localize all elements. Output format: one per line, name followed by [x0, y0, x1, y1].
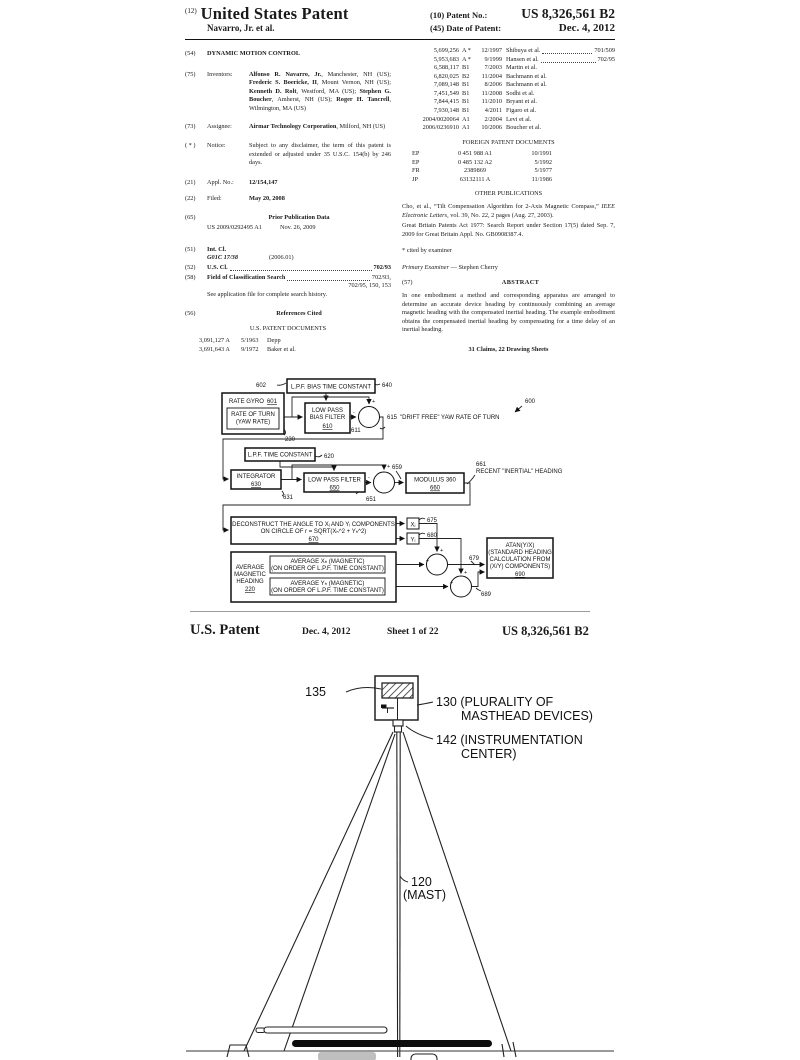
field-22: [185, 195, 391, 204]
prior-pub-title: Prior Publication Data: [268, 213, 330, 221]
ref-number: 3,691,643 A: [199, 345, 230, 353]
us-refs-list: [402, 47, 615, 133]
mast-fitting: [395, 726, 402, 732]
us-ref-row: [402, 64, 615, 73]
hull-detail: [411, 1054, 437, 1060]
ref-number: 7,451,549: [433, 89, 459, 97]
page-divider-rule: [190, 611, 590, 612]
filed-value: May 20, 2008: [249, 195, 285, 203]
right-column: [402, 45, 615, 355]
heading-calculation-flow-diagram: [180, 372, 620, 612]
foreign-number: 0 451 988 A1: [457, 150, 493, 158]
dotted-leader: [287, 274, 370, 281]
yaw-rate-label: (YAW RATE): [235, 419, 271, 426]
foreign-number: 0 485 132 A2: [457, 158, 493, 166]
ref-number: 2006/0236910: [422, 124, 459, 132]
ref-date: 11/2004: [481, 72, 502, 80]
us-ref-row: [402, 81, 615, 90]
ref-name: Martin et al.: [506, 64, 537, 72]
dotted-leader: [542, 47, 592, 54]
ref-610: 610: [322, 424, 333, 430]
field-57-num: (57): [402, 279, 413, 287]
filed-num: (22): [185, 195, 196, 203]
lpf-tc-label: L.P.F. TIME CONSTANT: [247, 452, 313, 459]
ref-651: 651: [366, 497, 377, 503]
field-51: [185, 246, 391, 255]
ref-date: 11/2008: [481, 89, 502, 97]
date-of-patent-value: Dec. 4, 2012: [558, 22, 615, 34]
foreign-date: 5/1992: [534, 158, 552, 166]
inventor-name: Roger H. Tancrell: [336, 96, 390, 104]
ref-630: 630: [250, 482, 262, 488]
inventor-name: Alfonso R. Navarro, Jr.: [249, 70, 322, 78]
instrumentation-center-box: [393, 720, 403, 726]
lpf-bias-tc-label: L.P.F. BIAS TIME CONSTANT: [290, 384, 372, 391]
inventors-value: [249, 71, 391, 114]
ref-name: Shibuya et al.: [506, 47, 541, 54]
ref-kind: B2: [462, 72, 470, 80]
page-title: United States Patent: [200, 4, 349, 23]
country-code: EP: [412, 158, 420, 166]
ref-kind: B1: [462, 89, 470, 97]
ref-135: 135: [305, 685, 326, 699]
patent-no-value: US 8,326,561 B2: [521, 6, 615, 21]
ref-name: Bachmann et al.: [506, 72, 547, 80]
foreign-date: 10/1991: [531, 150, 552, 158]
date-of-patent-label: (45) Date of Patent:: [430, 23, 502, 33]
appl-no-value: 12/154,147: [249, 178, 278, 186]
ref-kind: B1: [462, 81, 470, 89]
assignee-loc: , Milford, NH (US): [336, 123, 386, 131]
ref-date: 2/2004: [484, 115, 502, 123]
ref-number: 7,930,148: [433, 106, 459, 114]
us-ref-row: [402, 107, 615, 116]
field-21-num: (21): [185, 178, 196, 186]
inventor-party: Navarro, Jr. et al.: [207, 23, 275, 33]
atan-label1: ATAN(Y/X): [505, 543, 535, 549]
x-component-box-label: Xᵢ: [410, 522, 416, 529]
foreign-date: 11/1986: [531, 175, 552, 183]
boom: [264, 1027, 387, 1033]
us-ref-row: [402, 98, 615, 107]
ref-kind: A1: [462, 124, 470, 132]
avg-y-label2: (ON ORDER OF L.P.F. TIME CONSTANT): [271, 588, 384, 594]
publication-2: Great Britain Patents Act 1977: Search Report under Section 17(5) dated Sep. 7, 2009 for Great Britain Appl. No. GB0908387.4.: [402, 222, 615, 238]
avg-magnetic-label1: AVERAGE: [235, 565, 265, 571]
ref-number: 3,091,127 A: [199, 337, 230, 345]
ref-kind: B1: [462, 106, 470, 114]
int-cl-row: [185, 254, 391, 263]
plus-sign: +: [450, 580, 454, 586]
rate-of-turn-label: RATE OF TURN: [231, 412, 275, 418]
sheet-us-patent: U.S. Patent: [190, 622, 260, 638]
ref-date: 9/1972: [241, 345, 259, 353]
foreign-ref-row: [412, 150, 615, 159]
inventor-loc: , Amherst, NH (US);: [271, 96, 337, 104]
minus-sign: -: [368, 475, 370, 481]
claims-line: 31 Claims, 22 Drawing Sheets: [468, 345, 549, 353]
label-142-line1: 142 (INSTRUMENTATION: [436, 733, 583, 747]
patent-front-header: [185, 4, 615, 37]
dotted-leader: [230, 264, 372, 271]
ref-number: 7,089,148: [433, 81, 459, 89]
pub-text: , vol. 39, No. 22, 2 pages (Aug. 27, 2003).: [447, 211, 554, 219]
patent-no-label: (10) Patent No.:: [430, 10, 488, 20]
us-ref-row: [402, 73, 615, 82]
field-search-v1: 702/93,: [371, 273, 391, 281]
avg-magnetic-label3: HEADING: [236, 579, 264, 585]
foreign-number: 63132111 A: [459, 175, 491, 183]
inventor-name: Frederic S. Boericke, II: [249, 79, 317, 87]
ref-602: 602: [255, 383, 266, 389]
ref-name: Depp: [267, 337, 281, 345]
foreign-date: 5/1977: [534, 167, 552, 175]
inventor-name: Stephen G. Boucher: [249, 87, 391, 104]
ref-661: 661: [476, 462, 487, 468]
ref-date: 9/1999: [484, 55, 502, 63]
ref-date: 5/1963: [241, 337, 259, 345]
label-120-mast: (MAST): [403, 888, 447, 902]
field-51-num: (51): [185, 245, 196, 253]
assignee-value: [249, 123, 391, 132]
ref-name: Sodhi et al.: [506, 89, 535, 97]
inventor-loc: , Westford, MA (US);: [296, 87, 360, 95]
ref-number: 6,588,117: [434, 64, 459, 72]
ref-kind: A *: [462, 47, 471, 54]
ref-number: 6,820,025: [433, 72, 459, 80]
plus-sign: +: [426, 558, 430, 564]
ref-659: 659: [392, 465, 403, 471]
us-ref-row: [199, 346, 391, 355]
int-cl-version: (2006.01): [269, 254, 294, 262]
country-code: EP: [412, 150, 420, 158]
us-ref-row: [402, 124, 615, 133]
sheet-number: Sheet 1 of 22: [387, 627, 439, 637]
sheet-date: Dec. 4, 2012: [302, 627, 351, 637]
atan-label2: (STANDARD HEADING: [488, 550, 552, 556]
field-65: [185, 214, 391, 223]
ref-class: 702/95: [597, 55, 615, 63]
ref-number: 2004/0020064: [422, 115, 459, 123]
low-pass-filter-label: LOW PASS FILTER: [308, 477, 361, 484]
pub-journal: IEEE Electronic Letters: [402, 203, 615, 219]
mast: [397, 731, 400, 1057]
foreign-number: 2389869: [463, 167, 487, 175]
abstract-title: ABSTRACT: [501, 279, 540, 287]
foreign-ref-row: [412, 176, 615, 185]
ref-kind: A1: [462, 115, 470, 123]
field-52: [185, 264, 391, 273]
low-pass-bias-filter-label2: BIAS FILTER: [309, 415, 346, 421]
us-ref-row: [402, 47, 615, 56]
ref-name: Bachmann et al.: [506, 81, 547, 89]
ref-date: 10/2006: [481, 124, 502, 132]
rigging: [244, 732, 511, 1051]
avg-x-label2: (ON ORDER OF L.P.F. TIME CONSTANT): [271, 566, 384, 572]
ref-class: 701/509: [594, 47, 615, 54]
ref-date: 7/2003: [484, 64, 502, 72]
cited-by-examiner: * cited by examiner: [402, 247, 452, 255]
avg-x-label1: AVERAGE Xₕ (MAGNETIC): [290, 559, 365, 565]
minus-sign: -: [353, 410, 355, 416]
deck-bar: [292, 1040, 492, 1047]
ref-number: 7,844,415: [433, 98, 459, 106]
ref-679: 679: [469, 556, 480, 562]
masthead-device-hatched: [382, 683, 413, 698]
integrator-label: INTEGRATOR: [236, 474, 276, 480]
inventor-loc: , Wilmington, MA (US): [249, 96, 392, 112]
appl-no-label: Appl. No.:: [207, 178, 234, 186]
modulus-label: MODULUS 360: [414, 477, 456, 484]
field-56-num: (56): [185, 310, 196, 318]
field-54: [185, 50, 391, 59]
deconstruct-label1: DECONSTRUCT THE ANGLE TO Xᵢ AND Yᵢ COMPONENTS: [232, 522, 395, 528]
us-ref-row: [402, 116, 615, 125]
patent-number-block: [430, 6, 615, 34]
inventor-name: Kenneth D. Rolt: [249, 87, 297, 95]
ref-name: Boucher et al.: [506, 124, 542, 132]
other-publications-title: OTHER PUBLICATIONS: [474, 190, 543, 198]
sheet-patent-no: US 8,326,561 B2: [502, 624, 589, 638]
ref-690: 690: [514, 572, 526, 578]
inventor-loc: , Manchester, NH (US);: [321, 70, 391, 78]
ref-675: 675: [427, 518, 438, 524]
int-cl-label: Int. Cl.: [207, 245, 227, 253]
left-column: [185, 45, 391, 355]
publication-1: [402, 203, 615, 220]
field-75-num: (75): [185, 70, 196, 78]
ref-611: 611: [351, 428, 361, 434]
ref-date: 4/2011: [484, 106, 502, 114]
low-pass-bias-filter-label: LOW PASS: [312, 408, 343, 414]
ref-670: 670: [308, 537, 319, 543]
field-58: [185, 274, 391, 283]
ref-680: 680: [427, 533, 438, 539]
avg-magnetic-label2: MAGNETIC: [234, 572, 266, 578]
plus-sign: +: [372, 399, 376, 405]
ref-date: 8/2006: [484, 81, 502, 89]
prior-pub-number: US 2009/0292495 A1: [207, 224, 262, 232]
field-search-row2: [185, 282, 391, 291]
country-code: JP: [412, 175, 418, 183]
ref-number: 5,953,683: [433, 55, 459, 63]
ref-name: Baker et al.: [267, 345, 296, 353]
atan-label4: (X/Y) COMPONENTS): [489, 564, 551, 570]
foreign-ref-row: [412, 159, 615, 168]
label-130-line2: MASTHEAD DEVICES): [461, 709, 593, 723]
assignee-label: Assignee:: [207, 123, 232, 131]
examiner-label: Primary Examiner: [402, 263, 450, 271]
us-cl-label: U.S. Cl.: [207, 264, 228, 271]
ref-600: 600: [525, 399, 536, 405]
field-54-num: (54): [185, 50, 196, 57]
field-73: [185, 123, 391, 132]
prior-pub-row: [185, 224, 391, 233]
ref-kind: B1: [462, 98, 470, 106]
y-component-box-label: Yᵢ: [410, 537, 416, 544]
field-search-label: Field of Classification Search: [207, 273, 286, 281]
rate-gyro-label: RATE GYRO 601: [229, 399, 277, 405]
label-130-line1: 130 (PLURALITY OF: [436, 695, 554, 709]
kind-code: (12): [185, 7, 197, 15]
us-ref-row: [402, 56, 615, 65]
primary-examiner: [402, 264, 615, 273]
pub-text: Cho, et al., “Tilt Compensation Algorithm for 2-Axis Magnetic Compass,”: [402, 203, 602, 210]
notice-num: ( * ): [185, 141, 196, 149]
field-65-num: (65): [185, 213, 196, 221]
ref-name: Hansen et al.: [506, 55, 539, 63]
ref-220: 220: [244, 587, 256, 593]
foreign-ref-row: [412, 167, 615, 176]
ref-689: 689: [481, 592, 492, 598]
inventor-loc: , Mount Vernon, NH (US);: [316, 79, 391, 87]
foreign-docs-list: [402, 150, 615, 184]
deconstruct-label2: ON CIRCLE OF r = SQRT(Xₕ^2 + Yₕ^2): [260, 529, 367, 535]
int-cl-class: G01C 17/38: [207, 254, 238, 262]
field-75: [185, 71, 391, 114]
ref-230: 230: [285, 437, 296, 443]
field-search-note-row: [185, 291, 391, 300]
plus-sign: +: [464, 570, 468, 576]
us-patent-docs-title: U.S. PATENT DOCUMENTS: [249, 324, 327, 332]
hull-detail-shaded: [318, 1052, 376, 1060]
atan-label3: CALCULATION FROM: [489, 557, 551, 563]
sheet-header: [185, 620, 615, 646]
field-21: [185, 179, 391, 188]
ref-name: Figaro et al.: [506, 106, 537, 114]
assignee-name: Airmar Technology Corporation: [249, 123, 337, 131]
ref-kind: A *: [462, 55, 471, 63]
plus-sign: +: [440, 548, 444, 554]
header-rule: [185, 39, 615, 40]
us-ref-row: [402, 90, 615, 99]
front-page-columns: [185, 45, 615, 355]
prior-pub-date: Nov. 26, 2009: [279, 224, 316, 232]
filed-label: Filed:: [207, 195, 222, 203]
field-73-num: (73): [185, 123, 196, 131]
ref-name: Bryant et al.: [506, 98, 537, 106]
field-notice: [185, 142, 391, 168]
notice-label: Notice:: [207, 141, 226, 149]
abstract-text: In one embodiment a method and corresponding apparatus are arranged to determine an accurate device heading by continuously combining an average magnetic heading with the compensated inertial heading. The example embodiment obtains the compensated inertial heading by compensating for a time delay of an inertial heading.: [402, 291, 615, 334]
examiner-name: — Stephen Cherry: [449, 263, 498, 271]
invention-title: DYNAMIC MOTION CONTROL: [207, 50, 301, 57]
abstract-heading: [402, 279, 615, 288]
drift-free-label: "DRIFT FREE" YAW RATE OF TURN: [400, 415, 500, 421]
ref-name: Levi et al.: [506, 115, 532, 123]
field-52-num: (52): [185, 264, 196, 271]
ref-650: 650: [329, 485, 340, 492]
us-cl-value: 702/93: [373, 264, 391, 271]
ref-631: 631: [283, 495, 294, 501]
inventors-label: Inventors:: [207, 70, 233, 78]
dotted-leader: [541, 56, 596, 63]
label-142-line2: CENTER): [461, 747, 517, 761]
ref-640: 640: [382, 383, 393, 389]
avg-y-label1: AVERAGE Yₕ (MAGNETIC): [290, 581, 365, 587]
ref-kind: B1: [462, 64, 470, 72]
recent-inertial-label: RECENT "INERTIAL" HEADING: [476, 469, 563, 475]
ref-date: 11/2010: [481, 98, 502, 106]
sailboat-figure: [180, 658, 620, 1060]
references-cited-title: References Cited: [276, 310, 322, 318]
field-56: [185, 310, 391, 319]
ref-date: 12/1997: [481, 47, 502, 54]
plus-sign: +: [387, 464, 391, 470]
label-120: 120: [411, 875, 432, 889]
ref-660: 660: [429, 485, 441, 492]
field-search-note: See application file for complete search history.: [207, 290, 328, 298]
field-search-v2: 702/95, 150, 153: [348, 282, 391, 290]
notice-text: Subject to any disclaimer, the term of this patent is extended or adjusted under 35 U.S.C. 154(b) by 246 days.: [249, 141, 391, 167]
us-ref-row: [199, 337, 391, 346]
foreign-docs-title: FOREIGN PATENT DOCUMENTS: [462, 138, 555, 146]
ref-620: 620: [324, 454, 335, 460]
ref-615: 615: [387, 415, 398, 421]
field-58-num: (58): [185, 273, 196, 281]
masthead-assembly: [375, 676, 418, 732]
country-code: FR: [412, 167, 420, 175]
ref-number: 5,699,256: [433, 47, 459, 54]
